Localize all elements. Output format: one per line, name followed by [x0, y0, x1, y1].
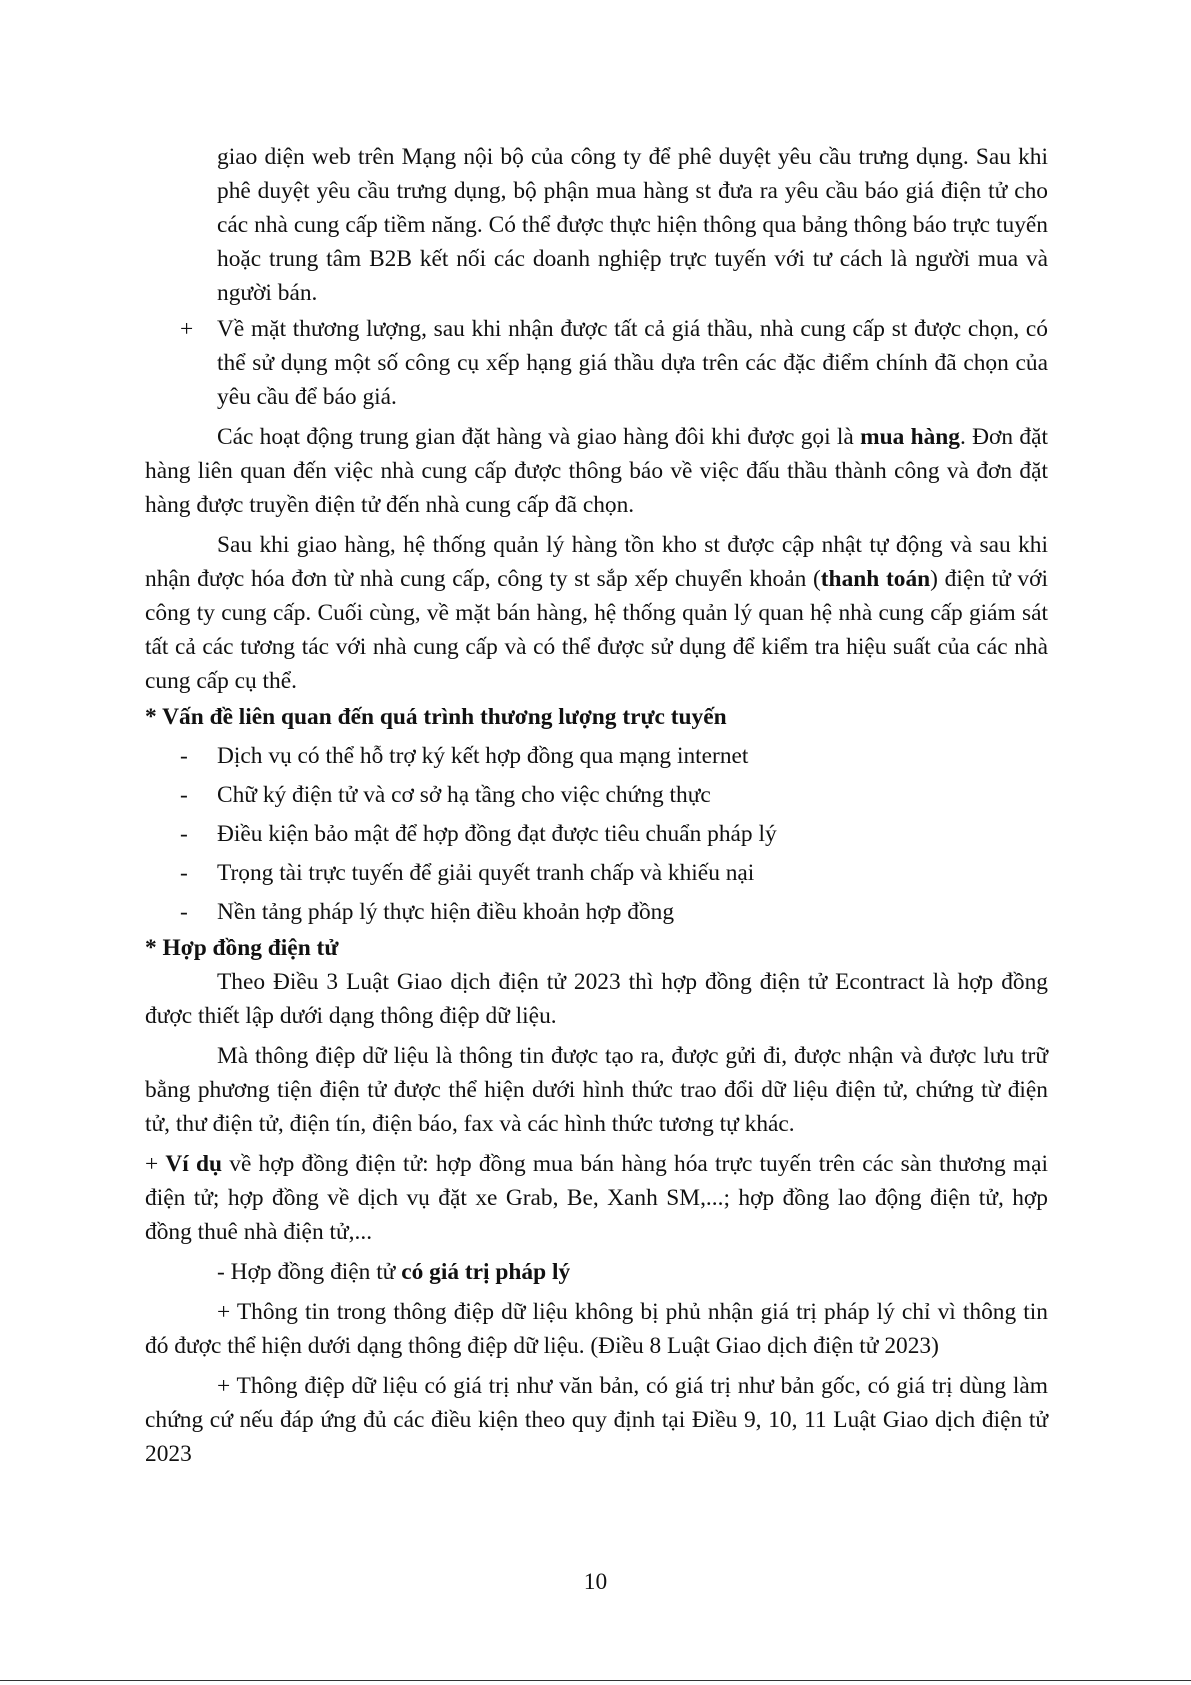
dash-marker: -	[180, 899, 188, 925]
dash-marker: -	[180, 860, 188, 886]
list-item-text: Dịch vụ có thể hỗ trợ ký kết hợp đồng qua mạng internet	[217, 743, 749, 769]
list-item	[145, 778, 1048, 812]
example-term: Ví dụ	[165, 1151, 223, 1177]
intro-continuation: giao diện web trên Mạng nội bộ của công ty để phê duyệt yêu cầu trưng dụng. Sau khi phê duyệt yêu cầu trưng dụng, bộ phận mua hàng st đưa ra yêu cầu báo giá điện tử cho các nhà cung cấp tiềm năng. Có thể được thực hiện thông qua bảng thông báo trực tuyến hoặc trung tâm B2B kết nối các doanh nghiệp trực tuyến với tư cách là người mua và người bán.	[217, 144, 1048, 306]
negotiation-bullet-text: Về mặt thương lượng, sau khi nhận được tất cả giá thầu, nhà cung cấp st được chọn, có thể sử dụng một số công cụ xếp hạng giá thầu dựa trên các đặc điểm chính đã chọn của yêu cầu để báo giá.	[217, 316, 1048, 410]
page-bottom-divider	[0, 1680, 1191, 1681]
legal-validity-line: - Hợp đồng điện tử có giá trị pháp lý	[217, 1259, 571, 1285]
payment-term: thanh toán	[820, 566, 931, 592]
payment-paragraph: Sau khi giao hàng, hệ thống quản lý hàng tồn kho st được cập nhật tự động và sau khi nhận được hóa đơn từ nhà cung cấp, công ty st sắp xếp chuyển khoản (thanh toán) điện tử với công ty cung cấp. Cuối cùng, về mặt bán hàng, hệ thống quản lý quan hệ nhà cung cấp giám sát tất cả các tương tác với nhà cung cấp và có thể được sử dụng để kiểm tra hiệu suất của các nhà cung cấp cụ thể.	[145, 532, 1048, 694]
list-item	[145, 817, 1048, 851]
example-paragraph: + Ví dụ về hợp đồng điện tử: hợp đồng mua bán hàng hóa trực tuyến trên các sàn thương mại điện tử; hợp đồng về dịch vụ đặt xe Grab, Be, Xanh SM,...; hợp đồng lao động điện tử, hợp đồng thuê nhà điện tử,...	[145, 1151, 1048, 1245]
list-item-text: Nền tảng pháp lý thực hiện điều khoản hợp đồng	[217, 899, 675, 925]
dash-marker: -	[180, 782, 188, 808]
list-item-text: Trọng tài trực tuyến để giải quyết tranh chấp và khiếu nại	[217, 860, 755, 886]
purchasing-paragraph: Các hoạt động trung gian đặt hàng và giao hàng đôi khi được gọi là mua hàng. Đơn đặt hàng liên quan đến việc nhà cung cấp được thông báo về việc đấu thầu thành công và đơn đặt hàng được truyền điện tử đến nhà cung cấp đã chọn.	[145, 424, 1048, 518]
page-number: 10	[583, 1569, 608, 1595]
dash-marker: -	[180, 743, 188, 769]
econtract-definition: Theo Điều 3 Luật Giao dịch điện tử 2023 thì hợp đồng điện tử Econtract là hợp đồng được thiết lập dưới dạng thông điệp dữ liệu.	[145, 969, 1048, 1029]
list-item-text: Điều kiện bảo mật để hợp đồng đạt được tiêu chuẩn pháp lý	[217, 821, 777, 847]
plus-marker: +	[180, 316, 194, 342]
list-item	[145, 739, 1048, 773]
list-item	[145, 895, 1048, 929]
online-negotiation-heading: * Vấn đề liên quan đến quá trình thương lượng trực tuyến	[145, 704, 727, 730]
legal-point-2: + Thông điệp dữ liệu có giá trị như văn bản, có giá trị như bản gốc, có giá trị dùng làm chứng cứ nếu đáp ứng đủ các điều kiện theo quy định tại Điều 9, 10, 11 Luật Giao dịch điện tử 2023	[145, 1373, 1048, 1467]
purchasing-term: mua hàng	[860, 424, 961, 450]
legal-point-1: + Thông tin trong thông điệp dữ liệu không bị phủ nhận giá trị pháp lý chỉ vì thông tin đó được thể hiện dưới dạng thông điệp dữ liệu. (Điều 8 Luật Giao dịch điện tử 2023)	[145, 1299, 1048, 1359]
list-item	[145, 856, 1048, 890]
page-body	[145, 140, 1048, 1471]
data-message-paragraph: Mà thông điệp dữ liệu là thông tin được tạo ra, được gửi đi, được nhận và được lưu trữ bằng phương tiện điện tử được thể hiện dưới hình thức trao đổi dữ liệu điện tử, chứng từ điện tử, thư điện tử, điện tín, điện báo, fax và các hình thức tương tự khác.	[145, 1043, 1048, 1137]
dash-marker: -	[180, 821, 188, 847]
list-item-text: Chữ ký điện tử và cơ sở hạ tầng cho việc chứng thực	[217, 782, 711, 808]
econtract-heading: * Hợp đồng điện tử	[145, 935, 339, 961]
legal-validity-term: có giá trị pháp lý	[401, 1259, 571, 1285]
negotiation-bullet	[145, 312, 1048, 414]
